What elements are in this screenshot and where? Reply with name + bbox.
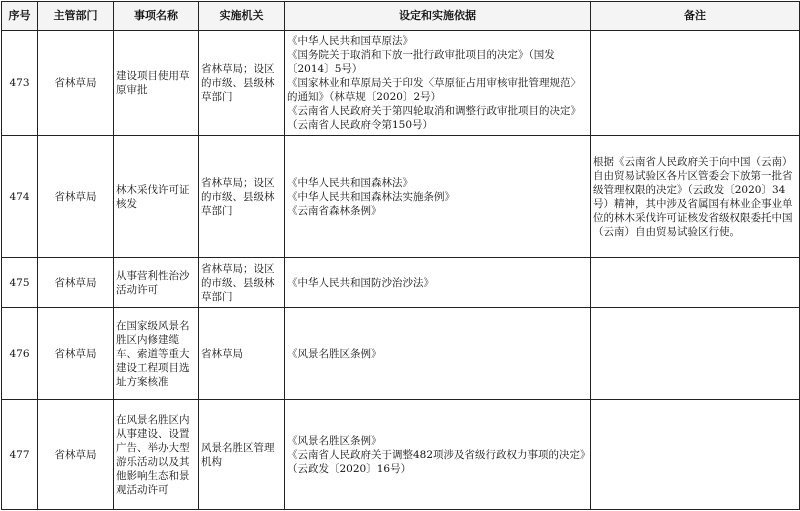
cell-item: 在风景名胜区内从事建设、设置广告、举办大型游乐活动以及其他影响生态和景观活动许可 bbox=[114, 400, 199, 510]
basis-line: 《云南省人民政府关于第四轮取消和调整行政审批项目的决定》（云南省人民政府令第150号） bbox=[287, 105, 581, 131]
basis-line: 《云南省森林条例》 bbox=[287, 204, 382, 217]
cell-dept: 省林草局 bbox=[38, 400, 114, 510]
cell-agency: 省林草局；设区的市级、县级林草部门 bbox=[199, 136, 285, 258]
basis-line: 《中华人民共和国森林法实施条例》 bbox=[287, 190, 455, 203]
basis-line: 《国务院关于取消和下放一批行政审批项目的决定》（国发〔2014〕5号） bbox=[287, 49, 555, 75]
table-row bbox=[2, 31, 800, 136]
basis-line: 《风景名胜区条例》 bbox=[287, 434, 382, 447]
table-row bbox=[2, 258, 800, 308]
basis-line: 《中华人民共和国森林法》 bbox=[287, 176, 413, 189]
cell-item: 建设项目使用草原审批 bbox=[114, 31, 199, 136]
cell-item: 从事营利性治沙活动许可 bbox=[114, 258, 199, 308]
cell-dept: 省林草局 bbox=[38, 136, 114, 258]
cell-item: 林木采伐许可证核发 bbox=[114, 136, 199, 258]
admin-items-table bbox=[1, 1, 800, 510]
cell-seq: 477 bbox=[2, 400, 38, 510]
cell-seq: 476 bbox=[2, 308, 38, 400]
cell-basis bbox=[285, 308, 591, 400]
header-agency: 实施机关 bbox=[199, 2, 285, 31]
cell-item: 在国家级风景名胜区内修建缆车、索道等重大建设工程项目选址方案核准 bbox=[114, 308, 199, 400]
cell-basis bbox=[285, 136, 591, 258]
cell-seq: 475 bbox=[2, 258, 38, 308]
cell-dept: 省林草局 bbox=[38, 31, 114, 136]
basis-line: 《中华人民共和国草原法》 bbox=[287, 35, 413, 47]
cell-agency: 省林草局 bbox=[199, 308, 285, 400]
header-item: 事项名称 bbox=[114, 2, 199, 31]
table-row bbox=[2, 308, 800, 400]
basis-line: 《云南省人民政府关于调整482项涉及省级行政权力事项的决定》（云政发〔2020〕16号） bbox=[287, 448, 586, 475]
table-header-row bbox=[2, 2, 800, 31]
document-page bbox=[1, 1, 799, 510]
cell-remark: 根据《云南省人民政府关于向中国（云南）自由贸易试验区各片区管委会下放第一批省级管理权限的决定》（云政发〔2020〕34号）精神，其中涉及省属国有林业企事业单位的林木采伐许可证核发省级权限委托中国（云南）自由贸易试验区行使。 bbox=[591, 136, 800, 258]
cell-remark bbox=[591, 308, 800, 400]
cell-remark bbox=[591, 400, 800, 510]
cell-basis bbox=[285, 258, 591, 308]
header-dept: 主管部门 bbox=[38, 2, 114, 31]
cell-agency: 省林草局；设区的市级、县级林草部门 bbox=[199, 31, 285, 136]
cell-dept: 省林草局 bbox=[38, 308, 114, 400]
header-basis: 设定和实施依据 bbox=[285, 2, 591, 31]
cell-agency: 风景名胜区管理机构 bbox=[199, 400, 285, 510]
basis-line: 《风景名胜区条例》 bbox=[287, 347, 382, 360]
cell-seq: 474 bbox=[2, 136, 38, 258]
cell-remark bbox=[591, 258, 800, 308]
basis-line: 《国家林业和草原局关于印发〈草原征占用审核审批管理规范〉的通知》（林草规〔2020〕2号） bbox=[287, 77, 581, 103]
cell-agency: 省林草局；设区的市级、县级林草部门 bbox=[199, 258, 285, 308]
cell-basis bbox=[285, 31, 591, 136]
header-seq: 序号 bbox=[2, 2, 38, 31]
basis-line: 《中华人民共和国防沙治沙法》 bbox=[287, 276, 434, 289]
cell-dept: 省林草局 bbox=[38, 258, 114, 308]
cell-remark bbox=[591, 31, 800, 136]
table-row bbox=[2, 400, 800, 510]
table-row bbox=[2, 136, 800, 258]
header-remark: 备注 bbox=[591, 2, 800, 31]
cell-basis bbox=[285, 400, 591, 510]
cell-seq: 473 bbox=[2, 31, 38, 136]
